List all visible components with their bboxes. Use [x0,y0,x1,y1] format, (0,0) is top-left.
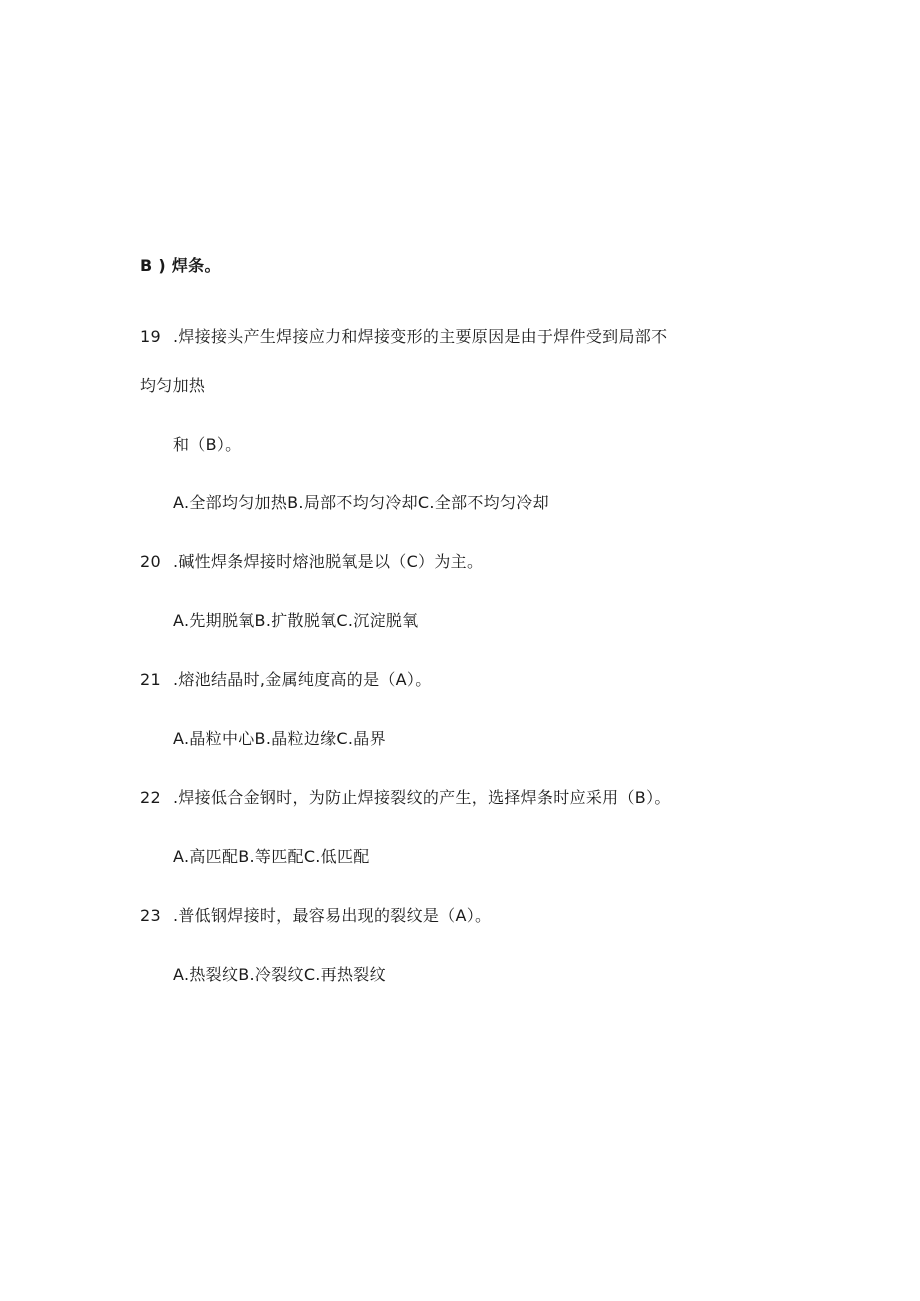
question-21 [140,670,432,690]
question-text: .焊接接头产生焊接应力和焊接变形的主要原因是由于焊件受到局部不 [173,327,668,346]
question-text: .碱性焊条焊接时熔池脱氧是以（C）为主。 [173,552,484,571]
question-19-answer: 和（B）。 [173,435,242,454]
question-number: 20 [140,552,161,571]
question-text: .熔池结晶时,金属纯度高的是（A）。 [173,670,432,689]
question-22 [140,788,671,808]
question-21-options: A.晶粒中心B.晶粒边缘C.晶界 [173,729,386,748]
question-text: .焊接低合金钢时，为防止焊接裂纹的产生，选择焊条时应采用（B）。 [173,788,671,807]
question-20 [140,552,483,572]
question-22-options: A.高匹配B.等匹配C.低匹配 [173,847,370,866]
question-number: 19 [140,327,161,346]
question-19 [140,327,667,347]
question-number: 23 [140,906,161,925]
question-19-continuation: 均匀加热 [140,376,206,395]
question-23-options: A.热裂纹B.冷裂纹C.再热裂纹 [173,965,386,984]
question-19-options: A.全部均匀加热B.局部不均匀冷却C.全部不均匀冷却 [173,493,549,512]
question-number: 22 [140,788,161,807]
question-text: .普低钢焊接时，最容易出现的裂纹是（A）。 [173,906,492,925]
question-23 [140,906,491,926]
question-number: 21 [140,670,161,689]
prev-answer-line: B ) 焊条。 [140,256,221,275]
question-20-options: A.先期脱氧B.扩散脱氧C.沉淀脱氧 [173,611,419,630]
